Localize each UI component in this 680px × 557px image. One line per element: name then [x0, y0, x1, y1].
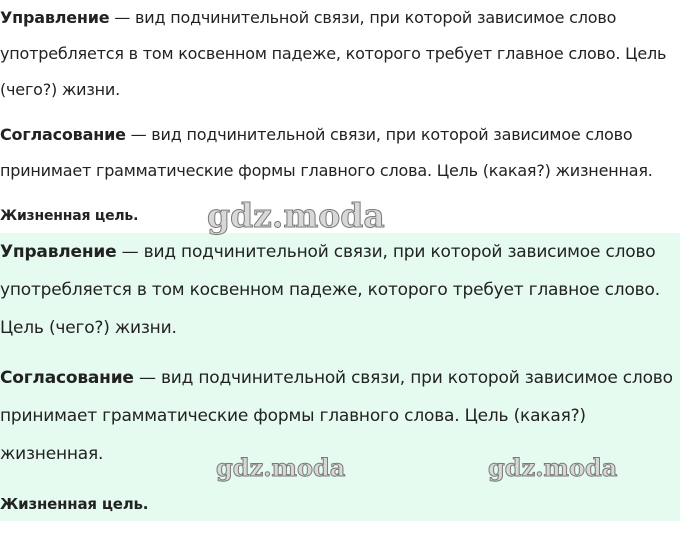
paragraph-soglasovanie [0, 117, 680, 189]
definition-text: — вид подчинительной связи, при которой зависимое слово употребляется в том косвенном падеже, которого требует главное слово. Цель (чего?) жизни. [0, 242, 660, 338]
term-soglasovanie: Согласование [0, 368, 134, 388]
watermark-logo: gdz.moda [488, 453, 618, 482]
definition-text: — вид подчинительной связи, при которой зависимое слово принимает грамматические формы главного слова. Цель (какая?) жизненная. [0, 125, 653, 180]
term-upravlenie: Управление [0, 8, 110, 27]
term-soglasovanie: Согласование [0, 125, 126, 144]
example-phrase: Жизненная цель. [0, 495, 149, 513]
paragraph-upravlenie [0, 233, 676, 347]
watermark-logo: gdz.moda [207, 196, 385, 235]
example-phrase: Жизненная цель. [0, 208, 139, 224]
definition-text: — вид подчинительной связи, при которой зависимое слово принимает грамматические формы главного слова. Цель (какая?) жизненная. [0, 368, 673, 464]
watermark-logo: gdz.moda [216, 453, 346, 482]
definition-text: — вид подчинительной связи, при которой зависимое слово употребляется в том косвенном падеже, которого требует главное слово. Цель (чего?) жизни. [0, 8, 667, 99]
paragraph-upravlenie [0, 0, 680, 108]
term-upravlenie: Управление [0, 242, 117, 262]
